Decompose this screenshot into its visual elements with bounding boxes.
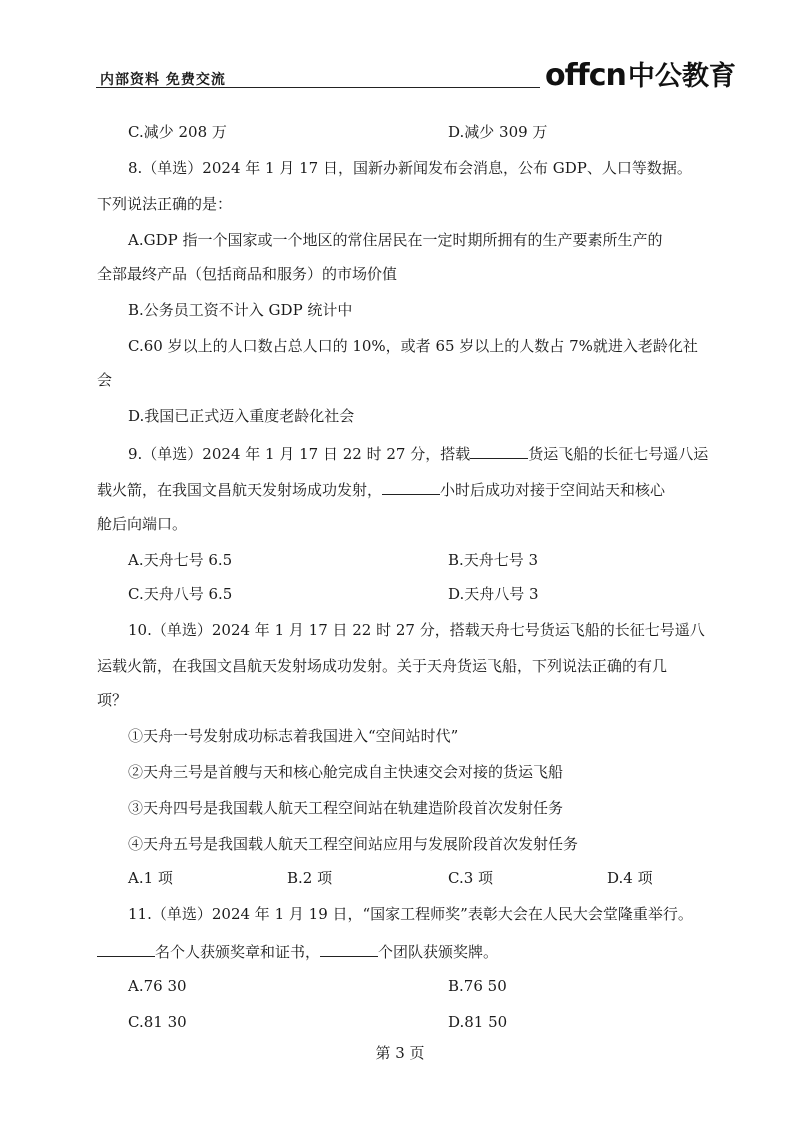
q9-option-d: D.天舟八号 3 xyxy=(448,585,539,603)
q8-stem-line-1: 8.（单选）2024 年 1 月 17 日，国新办新闻发布会消息，公布 GDP、人口等数据。 xyxy=(128,159,692,177)
q9-stem-text: 小时后成功对接于空间站天和核心 xyxy=(440,481,666,499)
q10-stem-line-3: 项？ xyxy=(97,691,128,709)
q8-option-c-line-1: C.60 岁以上的人口数占总人口的 10%，或者 65 岁以上的人数占 7%就进入老龄化社 xyxy=(128,337,698,355)
q10-option-b: B.2 项 xyxy=(287,869,333,887)
q9-stem-line-1 xyxy=(128,442,708,464)
q10-statement-1: ①天舟一号发射成功标志着我国进入“空间站时代” xyxy=(128,727,459,745)
q9-stem-text: 9.（单选）2024 年 1 月 17 日 22 时 27 分，搭载 xyxy=(128,445,471,463)
q11-option-c: C.81 30 xyxy=(128,1013,187,1031)
q11-option-d: D.81 50 xyxy=(448,1013,508,1031)
logo-wordmark: offcn xyxy=(545,58,626,93)
q8-stem-line-2: 下列说法正确的是： xyxy=(97,195,233,213)
q10-statement-4: ④天舟五号是我国载人航天工程空间站应用与发展阶段首次发射任务 xyxy=(128,835,579,853)
q7-option-c: C.减少 208 万 xyxy=(128,123,227,141)
q11-option-a: A.76 30 xyxy=(128,977,187,995)
q11-stem-text: 名个人获颁奖章和证书， xyxy=(155,943,321,961)
q7-option-d: D.减少 309 万 xyxy=(448,123,548,141)
q9-blank-1 xyxy=(470,442,528,459)
q10-statement-2: ②天舟三号是首艘与天和核心舱完成自主快速交会对接的货运飞船 xyxy=(128,763,564,781)
q11-option-b: B.76 50 xyxy=(448,977,507,995)
q11-stem-line-1: 11.（单选）2024 年 1 月 19 日，“国家工程师奖”表彰大会在人民大会堂隆重举行。 xyxy=(128,905,693,923)
q8-option-a-line-1: A.GDP 指一个国家或一个地区的常住居民在一定时期所拥有的生产要素所生产的 xyxy=(128,231,663,249)
q9-blank-2 xyxy=(382,478,440,495)
q9-option-b: B.天舟七号 3 xyxy=(448,551,539,569)
q11-blank-1 xyxy=(97,940,155,957)
logo-chinese-name: 中公教育 xyxy=(627,61,736,92)
q8-option-a-line-2: 全部最终产品（包括商品和服务）的市场价值 xyxy=(97,265,398,283)
header-caption: 内部资料 免费交流 xyxy=(100,72,226,88)
q10-option-d: D.4 项 xyxy=(607,869,653,887)
q9-stem-text: 载火箭，在我国文昌航天发射场成功发射， xyxy=(97,481,383,499)
q10-stem-line-1: 10.（单选）2024 年 1 月 17 日 22 时 27 分，搭载天舟七号货运飞船的长征七号遥八 xyxy=(128,621,705,639)
q10-option-a: A.1 项 xyxy=(128,869,173,887)
header-divider xyxy=(96,87,540,88)
q10-statement-3: ③天舟四号是我国载人航天工程空间站在轨建造阶段首次发射任务 xyxy=(128,799,564,817)
q8-option-c-line-2: 会 xyxy=(97,371,113,389)
q9-option-c: C.天舟八号 6.5 xyxy=(128,585,233,603)
q9-stem-line-3: 舱后向端口。 xyxy=(97,515,188,533)
q9-stem-line-2 xyxy=(97,478,665,500)
q11-stem-text: 个团队获颁奖牌。 xyxy=(378,943,499,961)
q11-stem-line-2 xyxy=(97,940,498,962)
q9-stem-text: 货运飞船的长征七号遥八运 xyxy=(528,445,709,463)
q9-option-a: A.天舟七号 6.5 xyxy=(128,551,233,569)
q10-stem-line-2: 运载火箭，在我国文昌航天发射场成功发射。关于天舟货运飞船，下列说法正确的有几 xyxy=(97,657,668,675)
q8-option-d: D.我国已正式迈入重度老龄化社会 xyxy=(128,407,355,425)
q8-option-b: B.公务员工资不计入 GDP 统计中 xyxy=(128,301,353,319)
q11-blank-2 xyxy=(320,940,378,957)
q10-option-c: C.3 项 xyxy=(448,869,494,887)
offcn-logo xyxy=(545,58,736,94)
page-number: 第 3 页 xyxy=(375,1044,425,1062)
